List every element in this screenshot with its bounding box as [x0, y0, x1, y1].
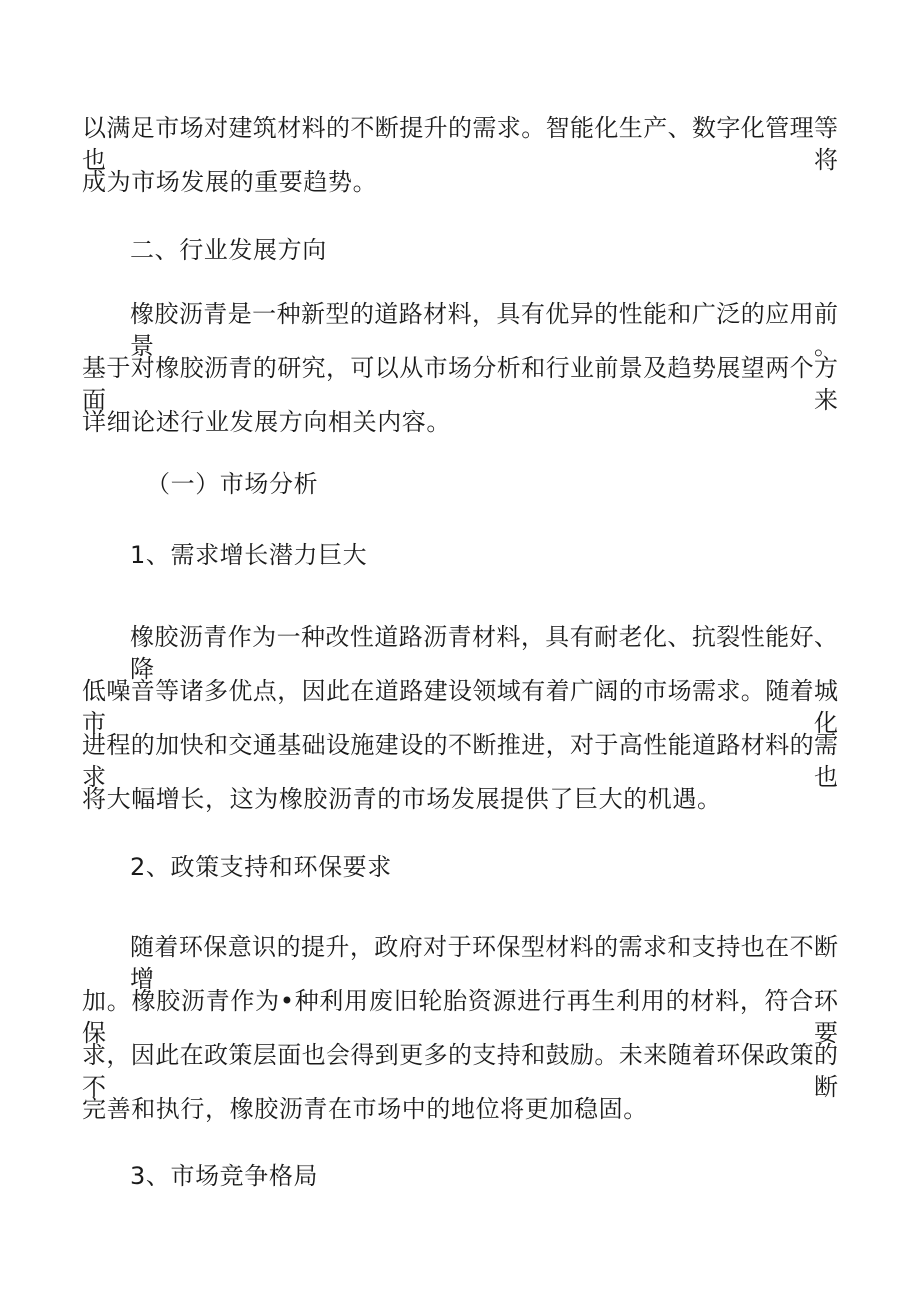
continuation-line-2: 成为市场发展的重要趋势。 — [82, 168, 378, 196]
item-heading-1: 1、需求增长潜力巨大 — [130, 541, 368, 569]
item-2-line-3: 求，因此在政策层面也会得到更多的支持和鼓励。未来随着环保政策的不断 — [82, 1041, 838, 1101]
continuation-line-1: 以满足市场对建筑材料的不断提升的需求。智能化生产、数字化管理等也将 — [82, 114, 838, 174]
item-1-line-2: 低噪音等诸多优点，因此在道路建设领域有着广阔的市场需求。随着城市化 — [82, 677, 838, 737]
item-1-line-1: 橡胶沥青作为一种改性道路沥青材料，具有耐老化、抗裂性能好、降 — [130, 623, 838, 683]
item-2-line-2: 加。橡胶沥青作为•种利用废旧轮胎资源进行再生利用的材料，符合环保要 — [82, 987, 838, 1047]
item-heading-3: 3、市场竞争格局 — [130, 1162, 319, 1190]
item-heading-2: 2、政策支持和环保要求 — [130, 853, 392, 881]
subsection-heading: （一）市场分析 — [146, 470, 319, 498]
intro-line-3: 详细论述行业发展方向相关内容。 — [82, 408, 451, 436]
intro-line-1: 橡胶沥青是一种新型的道路材料，具有优异的性能和广泛的应用前景。 — [130, 300, 838, 360]
item-1-line-4: 将大幅增长，这为橡胶沥青的市场发展提供了巨大的机遇。 — [82, 785, 722, 813]
item-1-line-3: 进程的加快和交通基础设施建设的不断推进，对于高性能道路材料的需求也 — [82, 731, 838, 791]
intro-line-2: 基于对橡胶沥青的研究，可以从市场分析和行业前景及趋势展望两个方面来 — [82, 354, 838, 414]
item-2-line-4: 完善和执行，橡胶沥青在市场中的地位将更加稳固。 — [82, 1095, 648, 1123]
section-heading: 二、行业发展方向 — [130, 236, 327, 264]
item-2-line-1: 随着环保意识的提升，政府对于环保型材料的需求和支持也在不断增 — [130, 933, 838, 993]
